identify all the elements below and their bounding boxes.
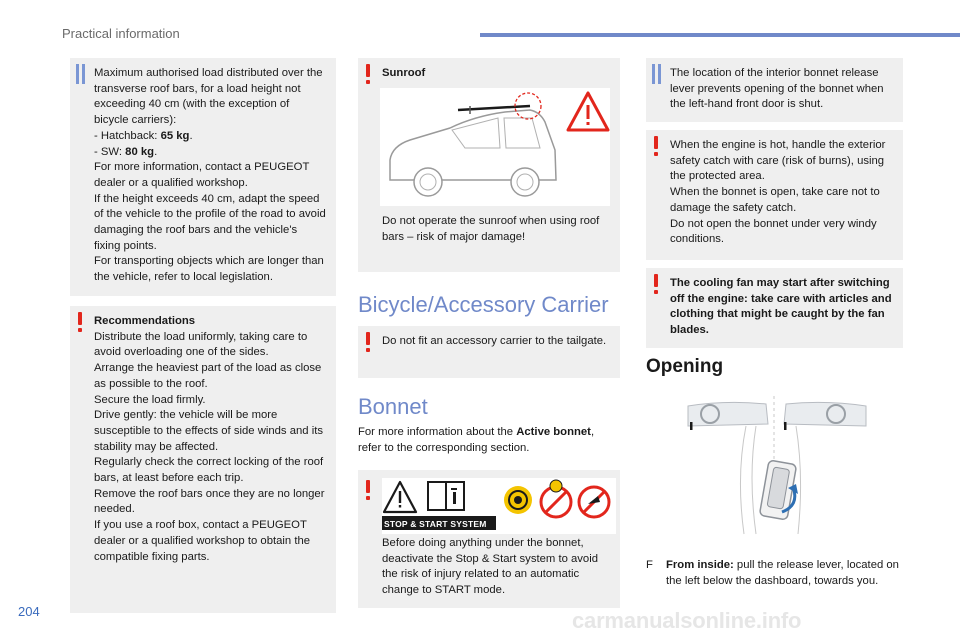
recommendation-item: Regularly check the correct locking of the roof bars, at least before each trip. — [94, 456, 324, 485]
page-header-title: Practical information — [62, 26, 180, 41]
recommendations-title: Recommendations — [94, 315, 196, 327]
recommendation-item: Remove the roof bars once they are no longer needed. — [94, 487, 325, 516]
height-speed-text: If the height exceeds 40 cm, adapt the speed of the vehicle to the profile of the road to avoid damaging the roof bars and the vehicle's fixing points. — [94, 192, 326, 252]
release-lever-info-text: The location of the interior bonnet release lever prevents opening of the bonnet when the left-hand front door is shut. — [670, 67, 884, 111]
sw-load: - SW: 80 kg. — [94, 145, 158, 158]
release-lever-info-box — [646, 58, 903, 122]
hot-engine-text: When the engine is hot, handle the exterior safety catch with care (risk of burns), using the protected area. — [670, 139, 886, 183]
recommendation-item: Secure the load firmly. — [94, 393, 206, 406]
bicycle-carrier-warning-box — [358, 326, 620, 378]
hatchback-load: - Hatchback: 65 kg. — [94, 129, 193, 142]
warning-marker-icon — [366, 332, 370, 345]
recommendation-item: Distribute the load uniformly, taking care to avoid overloading one of the sides. — [94, 330, 308, 359]
bonnet-intro: For more information about the Active bonnet, refer to the corresponding section. — [358, 426, 595, 454]
bonnet-release-lever-illustration — [686, 396, 876, 536]
sunroof-warning-box — [358, 58, 620, 272]
stop-start-warning-box — [358, 470, 620, 608]
roof-load-text: Maximum authorised load distributed over the transverse roof bars, for a load height not exceeding 40 cm (with the exception of bicycle carriers): — [94, 67, 323, 127]
opening-instruction: F From inside: pull the release lever, located on the left below the dashboard, towards you. — [646, 559, 899, 587]
warning-marker-icon — [366, 480, 370, 493]
bicycle-carrier-heading: Bicycle/Accessory Carrier — [358, 292, 609, 317]
windy-conditions-text: Do not open the bonnet under very windy conditions. — [670, 217, 877, 246]
warning-marker-icon — [78, 312, 82, 325]
hot-engine-warning-box — [646, 130, 903, 260]
bonnet-heading: Bonnet — [358, 394, 428, 419]
sunroof-text: Do not operate the sunroof when using roof bars – risk of major damage! — [382, 215, 600, 243]
page-number: 204 — [18, 604, 40, 619]
safety-catch-text: When the bonnet is open, take care not to damage the safety catch. — [670, 186, 880, 214]
warning-marker-icon — [654, 274, 658, 287]
warning-marker-icon — [366, 64, 370, 77]
watermark: carmanualsonline.info — [572, 608, 802, 633]
bullet-icon: F — [646, 559, 653, 571]
recommendation-item: If you use a roof box, contact a PEUGEOT dealer or a qualified workshop to obtain the compatible fixing parts. — [94, 519, 311, 563]
recommendations-box — [70, 306, 336, 613]
long-objects-text: For transporting objects which are longer than the vehicle, refer to local legislation. — [94, 255, 324, 284]
stop-start-warning-text: Before doing anything under the bonnet, deactivate the Stop & Start system to avoid the risk of injury related to an automatic change to START mode. — [382, 537, 599, 597]
info-marker-icon — [652, 64, 655, 84]
car-roof-illustration — [380, 88, 610, 206]
info-marker-icon — [76, 64, 79, 84]
cooling-fan-warning-box — [646, 268, 903, 348]
contact-dealer-text: For more information, contact a PEUGEOT dealer or a qualified workshop. — [94, 161, 310, 189]
header-accent-bar — [480, 33, 960, 37]
stop-start-label: STOP & START SYSTEM — [384, 519, 487, 529]
bicycle-carrier-warning-text: Do not fit an accessory carrier to the tailgate. — [382, 335, 607, 347]
opening-heading: Opening — [646, 356, 724, 377]
warning-marker-icon — [654, 136, 658, 149]
roof-load-info-box — [70, 58, 336, 296]
recommendation-item: Arrange the heaviest part of the load as close as possible to the roof. — [94, 362, 322, 390]
cooling-fan-warning-text: The cooling fan may start after switching off the engine: take care with articles and clothing that might be caught by the fan blades. — [670, 277, 892, 337]
recommendation-item: Drive gently: the vehicle will be more susceptible to the effects of side winds and its stability may be affected. — [94, 409, 323, 453]
sunroof-title: Sunroof — [382, 67, 426, 79]
